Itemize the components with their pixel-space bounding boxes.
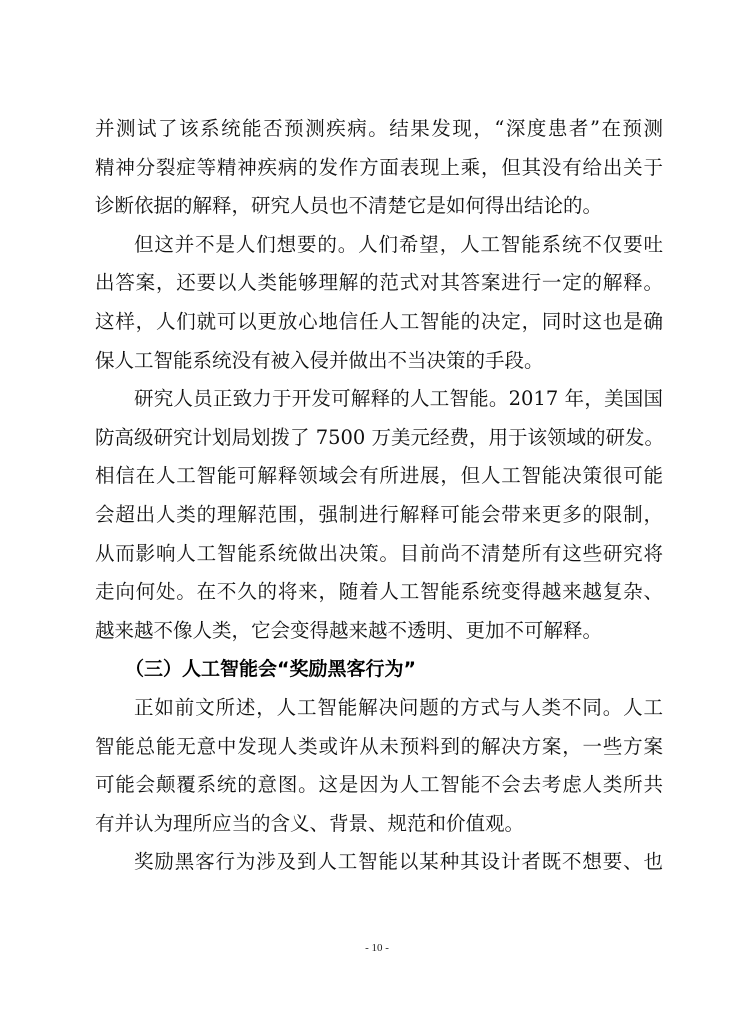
text-line: 相信在人工智能可解释领域会有所进展，但人工智能决策很可能: [95, 464, 663, 488]
text-line: 研究人员正致力于开发可解释的人工智能。2017 年，美国国: [134, 387, 663, 411]
text-line: 出答案，还要以人类能够理解的范式对其答案进行一定的解释。: [95, 271, 663, 295]
text-line: 智能总能无意中发现人类或许从未预料到的解决方案，一些方案: [95, 734, 663, 758]
page-number: - 10 -: [365, 942, 389, 954]
text-line: 保人工智能系统没有被入侵并做出不当决策的手段。: [95, 348, 544, 372]
paragraph: [95, 689, 663, 843]
text-line: 奖励黑客行为涉及到人工智能以某种其设计者既不想要、也: [134, 850, 663, 874]
text-line: 并测试了该系统能否预测疾病。结果发现，“深度患者”在预测: [95, 117, 663, 140]
text-line: 可能会颠覆系统的意图。这是因为人工智能不会去考虑人类所共: [95, 773, 663, 797]
body-text: [95, 110, 663, 882]
text-line: 诊断依据的解释，研究人员也不清楚它是如何得出结论的。: [95, 194, 603, 218]
text-line: 从而影响人工智能系统做出决策。目前尚不清楚所有这些研究将: [95, 541, 663, 565]
paragraph: [95, 226, 663, 380]
text-line: 精神分裂症等精神疾病的发作方面表现上乘，但其没有给出关于: [95, 155, 663, 179]
text-line: 会超出人类的理解范围，强制进行解释可能会带来更多的限制，: [95, 502, 663, 526]
text-line: 正如前文所述，人工智能解决问题的方式与人类不同。人工: [134, 695, 663, 719]
text-line: 有并认为理所应当的含义、背景、规范和价值观。: [95, 811, 525, 835]
paragraph: [95, 380, 663, 650]
section-heading: （三）人工智能会“奖励黑客行为”: [125, 658, 416, 681]
paragraph: [95, 110, 663, 226]
text-line: 走向何处。在不久的将来，随着人工智能系统变得越来越复杂、: [95, 580, 663, 604]
text-line: 但这并不是人们想要的。人们希望，人工智能系统不仅要吐: [134, 232, 663, 256]
text-line: 这样，人们就可以更放心地信任人工智能的决定，同时这也是确: [95, 309, 663, 333]
text-line: 防高级研究计划局划拨了 7500 万美元经费，用于该领域的研发。: [95, 425, 665, 449]
paragraph: [95, 843, 663, 882]
text-line: 越来越不像人类，它会变得越来越不透明、更加不可解释。: [95, 618, 603, 642]
